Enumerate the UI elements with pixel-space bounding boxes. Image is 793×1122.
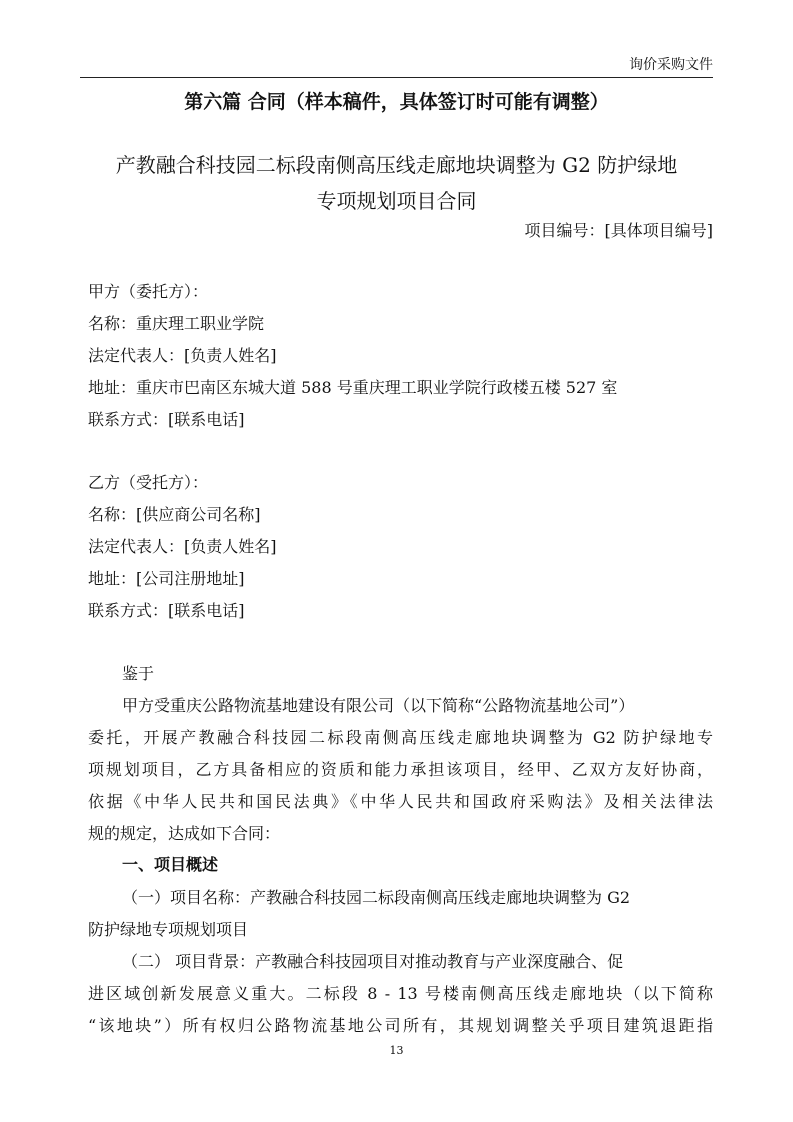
whereas-line: 甲方受重庆公路物流基地建设有限公司（以下简称“公路物流基地公司”） (122, 696, 635, 715)
party-a-address: 地址：重庆市巴南区东城大道 588 号重庆理工职业学院行政楼五楼 527 室 (88, 378, 618, 397)
header-rule (80, 77, 713, 78)
party-b-name: 名称：[供应商公司名称] (88, 505, 261, 524)
party-b-contact: 联系方式：[联系电话] (88, 601, 245, 620)
whereas-line: 项规划项目，乙方具备相应的资质和能力承担该项目，经甲、乙双方友好协商， (88, 760, 713, 779)
party-b-representative: 法定代表人：[负责人姓名] (88, 537, 277, 556)
project-number: 项目编号：[具体项目编号] (524, 221, 713, 240)
section-1-item2-line: “该地块”）所有权归公路物流基地公司所有，其规划调整关乎项目建筑退距指 (88, 1016, 713, 1035)
party-a-name: 名称：重庆理工职业学院 (88, 314, 265, 333)
party-a-heading: 甲方（委托方）： (88, 282, 209, 301)
section-1-item2-line: （二） 项目背景：产教融合科技园项目对推动教育与产业深度融合、促 (122, 952, 624, 971)
page-number: 13 (389, 1044, 404, 1057)
whereas-heading: 鉴于 (122, 664, 155, 683)
section-1-item1-line: （一）项目名称：产教融合科技园二标段南侧高压线走廊地块调整为 G2 (122, 888, 631, 907)
party-b-address: 地址：[公司注册地址] (88, 569, 245, 588)
section-1-heading: 一、项目概述 (122, 855, 219, 874)
party-a-representative: 法定代表人：[负责人姓名] (88, 346, 277, 365)
header-tag: 询价采购文件 (629, 57, 713, 73)
party-b-heading: 乙方（受托方）： (88, 473, 209, 492)
party-a-contact: 联系方式：[联系电话] (88, 410, 245, 429)
contract-title-line2: 专项规划项目合同 (316, 189, 477, 213)
contract-title-line1: 产教融合科技园二标段南侧高压线走廊地块调整为 G2 防护绿地 (115, 153, 678, 177)
section-1-item1-line: 防护绿地专项规划项目 (88, 920, 249, 939)
whereas-line: 规的规定，达成如下合同： (88, 824, 281, 843)
chapter-title: 第六篇 合同（样本稿件，具体签订时可能有调整） (184, 91, 609, 113)
whereas-line: 依据《中华人民共和国民法典》《中华人民共和国政府采购法》及相关法律法 (88, 792, 713, 811)
whereas-line: 委托，开展产教融合科技园二标段南侧高压线走廊地块调整为 G2 防护绿地专 (88, 728, 713, 747)
section-1-item2-line: 进区域创新发展意义重大。二标段 8 - 13 号楼南侧高压线走廊地块（以下简称 (88, 984, 713, 1003)
